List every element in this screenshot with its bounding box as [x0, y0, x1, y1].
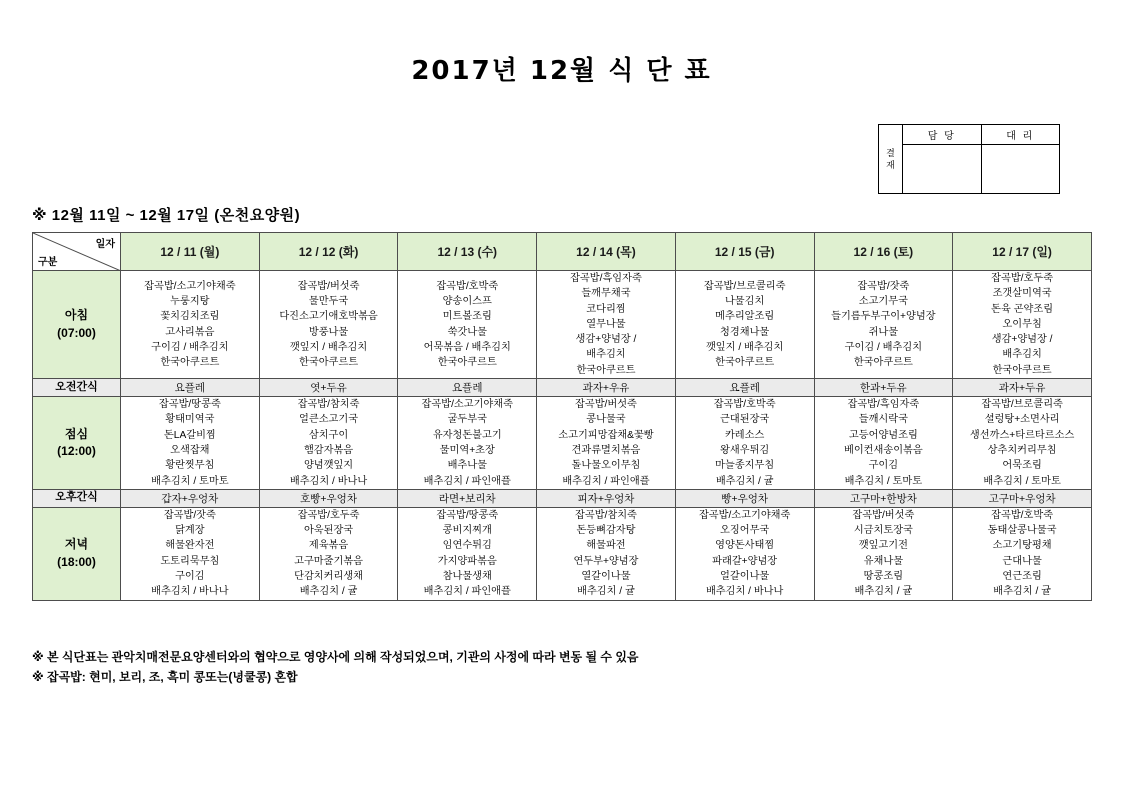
menu-item: 한국아쿠르트: [299, 357, 359, 369]
menu-item: 열무나물: [586, 318, 626, 330]
menu-item: 마늘종지무침: [715, 460, 775, 472]
menu-item: 깻잎고기전: [858, 540, 908, 552]
row-label-dinner-time: (18:00): [57, 554, 96, 569]
menu-item: 소고기피망잡채&꽃빵: [558, 429, 654, 441]
menu-item: 소고기탕평채: [992, 540, 1052, 552]
cell-breakfast-day6: [814, 271, 953, 379]
cell-lunch-day6: [814, 397, 953, 490]
menu-item: 근대나물: [1002, 555, 1042, 567]
menu-item: 배추김치 / 귤: [715, 475, 774, 487]
menu-item: 잡곡밥/소고기야채죽: [144, 280, 236, 292]
menu-item: 잡곡밥/브로콜리죽: [703, 280, 786, 292]
menu-item: 시금치토장국: [853, 525, 913, 537]
menu-item: 다진소고기애호박볶음: [279, 311, 378, 323]
cell-breakfast-day2: [259, 271, 398, 379]
row-label-breakfast: [33, 271, 121, 379]
menu-item: 돈육 곤약조림: [991, 303, 1054, 315]
row-label-lunch: [33, 397, 121, 490]
menu-item: 어묵조림: [1002, 460, 1042, 472]
menu-item: 참나물생채: [442, 571, 492, 583]
menu-item: 잡곡밥/호두죽: [991, 273, 1054, 284]
approval-column-2-body: [982, 145, 1060, 193]
corner-date-label: 일자: [95, 239, 115, 250]
menu-item: 돈LA갈비찜: [163, 429, 216, 441]
menu-item: 땅콩조림: [863, 571, 904, 583]
menu-item: 잡곡밥/호박죽: [713, 399, 776, 411]
menu-item: 미트볼조림: [442, 311, 492, 323]
menu-item: 배추김치 / 바나나: [705, 586, 784, 598]
menu-item: 해물완자전: [165, 540, 215, 552]
menu-item: 잡곡밥/버섯죽: [297, 280, 360, 292]
row-label-lunch-time: (12:00): [57, 443, 96, 458]
menu-item: 영양돈사태찜: [715, 540, 775, 552]
menu-item: 잡곡밥/브로콜리죽: [981, 399, 1063, 411]
menu-item: 한국아쿠르트: [992, 364, 1052, 376]
menu-item: 황태미역국: [165, 414, 215, 426]
cell-afternoon-snack-day6: 고구마+한방차: [814, 489, 953, 507]
menu-item: 배추김치 / 파인애플: [423, 475, 511, 487]
menu-item: 콩비지찌개: [442, 525, 492, 537]
page-title: 2017년 12월 식 단 표: [411, 56, 712, 86]
menu-item: 배추김치 / 귤: [993, 586, 1051, 598]
menu-item: 유채나물: [863, 555, 904, 567]
approval-label-char-1: 결: [886, 147, 895, 158]
menu-item: 돈등뼈감자탕: [576, 525, 636, 537]
menu-item: 배추김치 / 바나나: [289, 475, 368, 487]
menu-item: 오이무침: [1002, 318, 1042, 330]
cell-dinner-day6: [814, 507, 953, 600]
menu-item: 어묵볶음 / 배추김치: [423, 341, 511, 353]
menu-item: 생감+양념장 /: [575, 334, 637, 346]
menu-item: 유자청돈불고기: [432, 429, 502, 441]
menu-item: 임연수튀김: [442, 540, 492, 552]
cell-morning-snack-day1: 요플레: [121, 379, 260, 397]
menu-item: 한국아쿠르트: [853, 357, 913, 369]
approval-columns: [903, 125, 1059, 193]
menu-item: 얼큰소고기국: [299, 414, 359, 426]
menu-item: 근대된장국: [720, 414, 770, 426]
menu-item: 한국아쿠르트: [437, 357, 497, 369]
menu-item: 물만두국: [308, 295, 349, 307]
period-subtitle: ※ 12월 11일 ~ 12월 17일 (온천요양원): [32, 207, 301, 224]
menu-item: 잡곡밥/흑임자죽: [570, 273, 642, 284]
menu-item: 햄감자볶음: [303, 444, 354, 456]
cell-dinner-day7: [953, 507, 1092, 600]
approval-column-2-head: 대 리: [982, 125, 1060, 145]
cell-breakfast-day1: [121, 271, 260, 379]
menu-item: 소고기무국: [858, 295, 908, 307]
menu-item: 잡곡밥/잣죽: [163, 509, 216, 521]
row-label-dinner: [33, 507, 121, 600]
menu-item: 오징어무국: [720, 525, 770, 537]
menu-item: 동태살콩나물국: [987, 525, 1057, 537]
menu-item: 꽃치김치조림: [160, 311, 220, 323]
menu-item: 쑥갓나물: [447, 326, 487, 338]
menu-item: 잡곡밥/소고기야채죽: [421, 399, 513, 411]
table-body: [33, 271, 1092, 601]
menu-item: 깻잎지 / 배추김치: [705, 341, 784, 353]
cell-breakfast-day4: [537, 271, 676, 379]
corner-category-label: 구분: [38, 257, 58, 268]
menu-item: 깻잎지 / 배추김치: [289, 341, 368, 353]
menu-item: 도토리묵무침: [160, 555, 220, 567]
row-label-morning-snack: 오전간식: [33, 379, 121, 397]
menu-item: 열갈이나물: [581, 571, 631, 583]
menu-item: 제육볶음: [308, 540, 349, 552]
menu-item: 배추김치 / 토마토: [151, 475, 229, 487]
menu-item: 고사리볶음: [165, 326, 215, 338]
menu-item: 한국아쿠르트: [160, 357, 220, 369]
day-header-3: 12 / 13 (수): [398, 233, 537, 271]
menu-item: 가지양파볶음: [437, 555, 497, 567]
approval-column-1-head: 담 당: [903, 125, 981, 145]
table-corner-header: [33, 233, 121, 271]
approval-label: [879, 125, 903, 193]
menu-item: 잡곡밥/흑임자죽: [847, 399, 920, 411]
footnote-2: ※ 잡곡밥: 현미, 보리, 조, 흑미 콩또는(녕쿨콩) 혼합: [32, 669, 298, 684]
cell-lunch-day7: [953, 397, 1092, 490]
table-header-row: [33, 233, 1092, 271]
menu-item: 구이김: [868, 460, 899, 472]
cell-afternoon-snack-day7: 고구마+우엉차: [953, 489, 1092, 507]
day-header-1: 12 / 11 (월): [121, 233, 260, 271]
menu-item: 청경채나물: [720, 326, 770, 338]
cell-dinner-day4: [537, 507, 676, 600]
menu-item: 배추김치 / 파인애플: [562, 475, 650, 487]
menu-item: 아욱된장국: [303, 525, 354, 537]
menu-item: 양념깻잎지: [303, 460, 354, 472]
menu-item: 잡곡밥/잣죽: [857, 280, 910, 292]
menu-item: 메추리알조림: [715, 311, 775, 323]
cell-morning-snack-day2: 엿+두유: [259, 379, 398, 397]
menu-item: 들기름두부구이+양념장: [831, 311, 936, 323]
menu-item: 조갯살미역국: [992, 288, 1052, 300]
cell-afternoon-snack-day2: 호빵+우엉차: [259, 489, 398, 507]
menu-item: 생감+양념장 /: [991, 334, 1053, 346]
menu-item: 셜렁탕+소면사리: [984, 414, 1060, 426]
menu-item: 잡곡밥/땅콩죽: [158, 399, 221, 411]
cell-breakfast-day5: [675, 271, 814, 379]
menu-item: 배추나물: [447, 460, 487, 472]
menu-item: 잡곡밥/참치죽: [575, 509, 637, 521]
menu-item: 들깨무채국: [581, 288, 631, 300]
menu-item: 잡곡밥/버섯죽: [575, 399, 637, 411]
menu-item: 배추김치 / 토마토: [983, 475, 1061, 487]
row-label-afternoon-snack: 오후간식: [33, 489, 121, 507]
menu-item: 단감치커리생채: [294, 571, 363, 583]
menu-item: 배추김치: [586, 349, 626, 361]
menu-item: 한국아쿠르트: [576, 364, 636, 376]
weekly-menu-table: [32, 232, 1092, 601]
menu-item: 잡곡밥/호박죽: [436, 280, 499, 292]
menu-item: 구이김: [175, 571, 205, 583]
menu-item: 구이김 / 배추김치: [151, 341, 229, 353]
cell-lunch-day5: [675, 397, 814, 490]
cell-lunch-day3: [398, 397, 537, 490]
cell-afternoon-snack-day5: 빵+우엉차: [675, 489, 814, 507]
menu-item: 잡곡밥/호두죽: [297, 509, 360, 521]
day-header-7: 12 / 17 (일): [953, 233, 1092, 271]
menu-item: 얼갈이나물: [720, 571, 770, 583]
cell-afternoon-snack-day3: 라면+보리차: [398, 489, 537, 507]
menu-item: 쥐나물: [868, 326, 899, 338]
cell-morning-snack-day3: 요플레: [398, 379, 537, 397]
menu-item: 왕새우튀김: [720, 444, 770, 456]
menu-item: 콩나물국: [586, 414, 626, 426]
menu-item: 돌나물오이무침: [571, 460, 641, 472]
menu-item: 배추김치 / 토마토: [844, 475, 923, 487]
footnotes: [32, 648, 639, 688]
approval-label-char-2: 재: [886, 160, 895, 170]
menu-item: 잡곡밥/참치죽: [297, 399, 360, 411]
menu-item: 누룽지탕: [170, 295, 210, 307]
menu-item: 견과류멸치볶음: [571, 444, 641, 456]
day-header-5: 12 / 15 (금): [675, 233, 814, 271]
cell-morning-snack-day6: 한과+두유: [814, 379, 953, 397]
cell-morning-snack-day7: 과자+두유: [953, 379, 1092, 397]
menu-item: 삼치구이: [308, 429, 349, 441]
cell-dinner-day1: [121, 507, 260, 600]
table-row-dinner: [33, 507, 1092, 600]
day-header-6: 12 / 16 (토): [814, 233, 953, 271]
approval-stamp-box: [878, 124, 1060, 194]
menu-item: 한국아쿠르트: [715, 357, 775, 369]
menu-item: 물미역+초장: [439, 444, 495, 456]
table-row-morning-snack: [33, 379, 1092, 397]
menu-item: 황란찟무침: [165, 460, 215, 472]
menu-item: 잡곡밥/호박죽: [991, 509, 1054, 521]
menu-item: 고구마줄기볶음: [294, 555, 363, 567]
menu-item: 양송이스프: [442, 295, 492, 307]
day-header-2: 12 / 12 (화): [259, 233, 398, 271]
table-row-afternoon-snack: [33, 489, 1092, 507]
row-label-lunch-name: 점심: [64, 426, 89, 441]
menu-item: 카레소스: [724, 429, 765, 441]
menu-item: 잡곡밥/땅콩죽: [436, 509, 499, 521]
table-row-breakfast: [33, 271, 1092, 379]
menu-item: 잡곡밥/소고기야채죽: [698, 509, 791, 521]
cell-dinner-day2: [259, 507, 398, 600]
cell-dinner-day3: [398, 507, 537, 600]
menu-item: 들깨시락국: [858, 414, 908, 426]
menu-item: 배추김치: [1002, 349, 1042, 361]
cell-breakfast-day7: [953, 271, 1092, 379]
row-label-breakfast-time: (07:00): [57, 325, 96, 340]
row-label-dinner-name: 저녁: [64, 537, 89, 552]
menu-item: 나물김치: [724, 295, 765, 307]
day-header-4: 12 / 14 (목): [537, 233, 676, 271]
menu-item: 연근조림: [1002, 571, 1042, 583]
menu-item: 오색잡채: [170, 444, 210, 456]
menu-item: 방풍나물: [308, 326, 349, 338]
menu-item: 닭계장: [175, 525, 205, 537]
menu-item: 배추김치 / 귤: [854, 586, 913, 598]
menu-item: 구이김 / 배추김치: [844, 341, 923, 353]
cell-lunch-day4: [537, 397, 676, 490]
menu-item: 고등어양념조림: [848, 429, 918, 441]
menu-item: 코다리찜: [586, 303, 626, 315]
approval-column-1: [903, 125, 981, 193]
menu-item: 베이컨새송이볶음: [844, 444, 923, 456]
cell-lunch-day2: [259, 397, 398, 490]
cell-lunch-day1: [121, 397, 260, 490]
cell-afternoon-snack-day1: 갑자+우엉차: [121, 489, 260, 507]
cell-morning-snack-day5: 요플레: [675, 379, 814, 397]
cell-dinner-day5: [675, 507, 814, 600]
menu-item: 연두부+양념장: [573, 555, 639, 567]
menu-item: 배추김치 / 귤: [577, 586, 635, 598]
table-row-lunch: [33, 397, 1092, 490]
menu-item: 잡곡밥/버섯죽: [852, 509, 915, 521]
menu-item: 배추김치 / 파인애플: [423, 586, 511, 598]
cell-breakfast-day3: [398, 271, 537, 379]
menu-item: 굴두부국: [447, 414, 487, 426]
menu-item: 배추김치 / 바나나: [151, 586, 229, 598]
menu-item: 상추치커리무침: [987, 444, 1057, 456]
cell-morning-snack-day4: 과자+우유: [537, 379, 676, 397]
row-label-breakfast-name: 아침: [64, 308, 89, 323]
menu-item: 배추김치 / 귤: [299, 586, 358, 598]
approval-column-1-body: [903, 145, 981, 193]
cell-afternoon-snack-day4: 피자+우엉차: [537, 489, 676, 507]
menu-item: 해물파전: [586, 540, 626, 552]
menu-item: 파래갈+양념장: [712, 555, 778, 567]
approval-column-2: [981, 125, 1060, 193]
menu-item: 생선까스+타르타르소스: [969, 429, 1075, 441]
footnote-1: ※ 본 식단표는 관악치매전문요양센터와의 협약으로 영양사에 의해 작성되었으며, 기관의 사정에 따라 변동 될 수 있음: [32, 650, 639, 664]
